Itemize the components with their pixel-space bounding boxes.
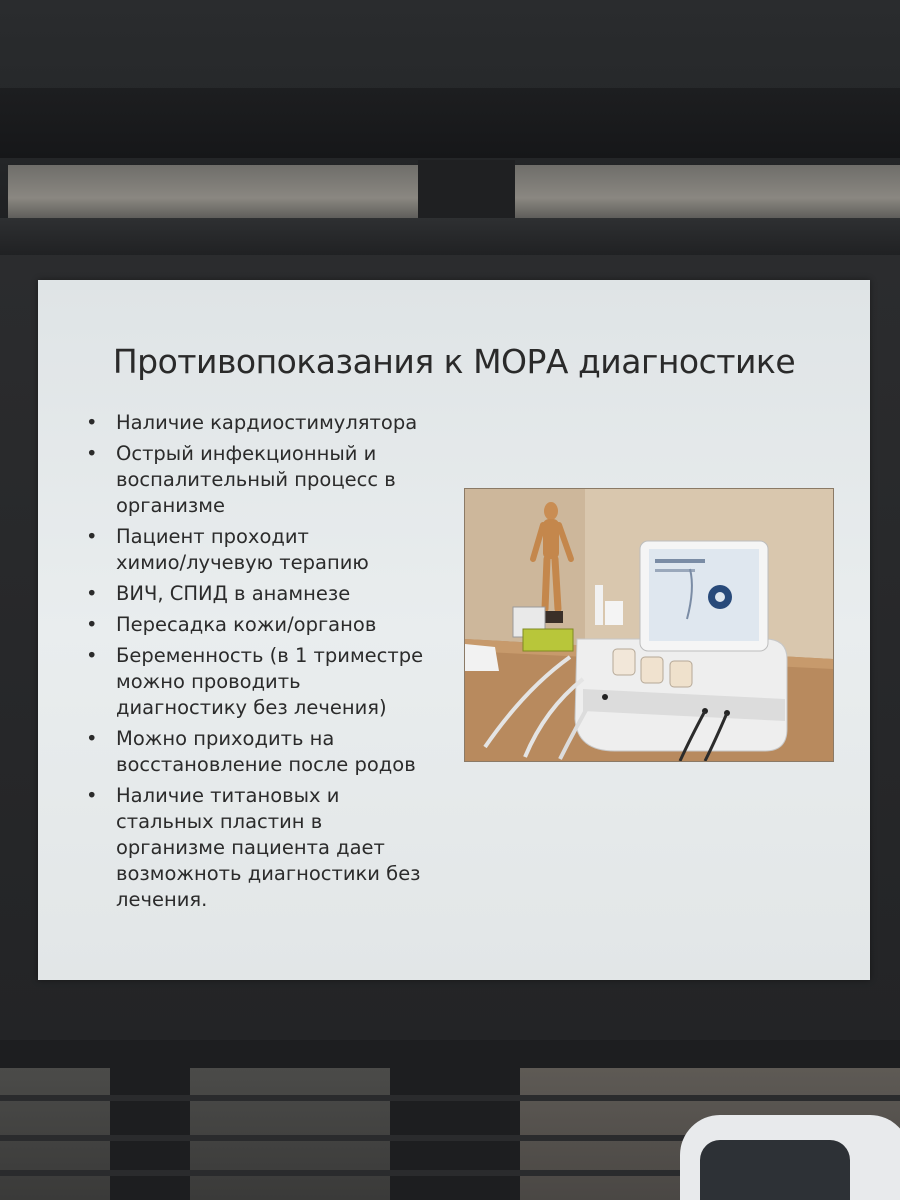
bullet-text-line: химио/лучевую терапию (116, 551, 369, 574)
bullet-dot: • (86, 727, 98, 750)
bullet-item (84, 581, 444, 607)
slide-title: Противопоказания к МОРА диагностике (112, 342, 796, 381)
window-beam (0, 88, 900, 158)
bullet-text-line: Наличие кардиостимулятора (116, 411, 418, 434)
bullet-text-line: организме пациента дает (116, 836, 385, 859)
bullet-dot: • (86, 582, 98, 605)
bullet-dot: • (86, 613, 98, 636)
bullet-item (84, 726, 444, 778)
window-glass-right (515, 165, 900, 220)
bullet-text-line: восстановление после родов (116, 753, 416, 776)
bullet-item (84, 410, 444, 436)
bullet-dot: • (86, 644, 98, 667)
bullet-text-line: стальных пластин в (116, 810, 323, 833)
bullet-text-line: можно проводить (116, 670, 301, 693)
bullet-list (84, 410, 444, 918)
window-pane (0, 1068, 110, 1200)
bullet-dot: • (86, 525, 98, 548)
bullet-text-line: Беременность (в 1 триместре (116, 644, 424, 667)
bullet-text-line: организме (116, 494, 226, 517)
bullet-text-line: Наличие титановых и (116, 784, 340, 807)
bullet-text-line: диагностику без лечения) (116, 696, 387, 719)
bullet-item (84, 643, 444, 721)
top-window (0, 0, 900, 260)
bullet-text-line: Пересадка кожи/органов (116, 613, 377, 636)
window-pane (190, 1068, 390, 1200)
bullet-text-line: ВИЧ, СПИД в анамнезе (116, 582, 351, 605)
bullet-text-line: Можно приходить на (116, 727, 335, 750)
bullet-text-line: Пациент проходит (116, 525, 309, 548)
car-window (700, 1140, 850, 1200)
slide (38, 280, 870, 980)
window-sill (0, 218, 900, 258)
device-photo (464, 488, 834, 762)
bullet-dot: • (86, 442, 98, 465)
bullet-item (84, 524, 444, 576)
bullet-item (84, 441, 444, 519)
window-glass-left (8, 165, 418, 220)
bullet-text-line: возможноть диагностики без (116, 862, 421, 885)
bullet-dot: • (86, 411, 98, 434)
bullet-dot: • (86, 784, 98, 807)
bullet-text-line: воспалительный процесс в (116, 468, 396, 491)
bullet-item (84, 783, 444, 913)
bullet-text-line: Острый инфекционный и (116, 442, 377, 465)
window-mullion (418, 160, 515, 222)
bullet-item (84, 612, 444, 638)
blind-slat (0, 1095, 900, 1101)
mora-device-image (465, 489, 833, 761)
bullet-text-line: лечения. (116, 888, 208, 911)
